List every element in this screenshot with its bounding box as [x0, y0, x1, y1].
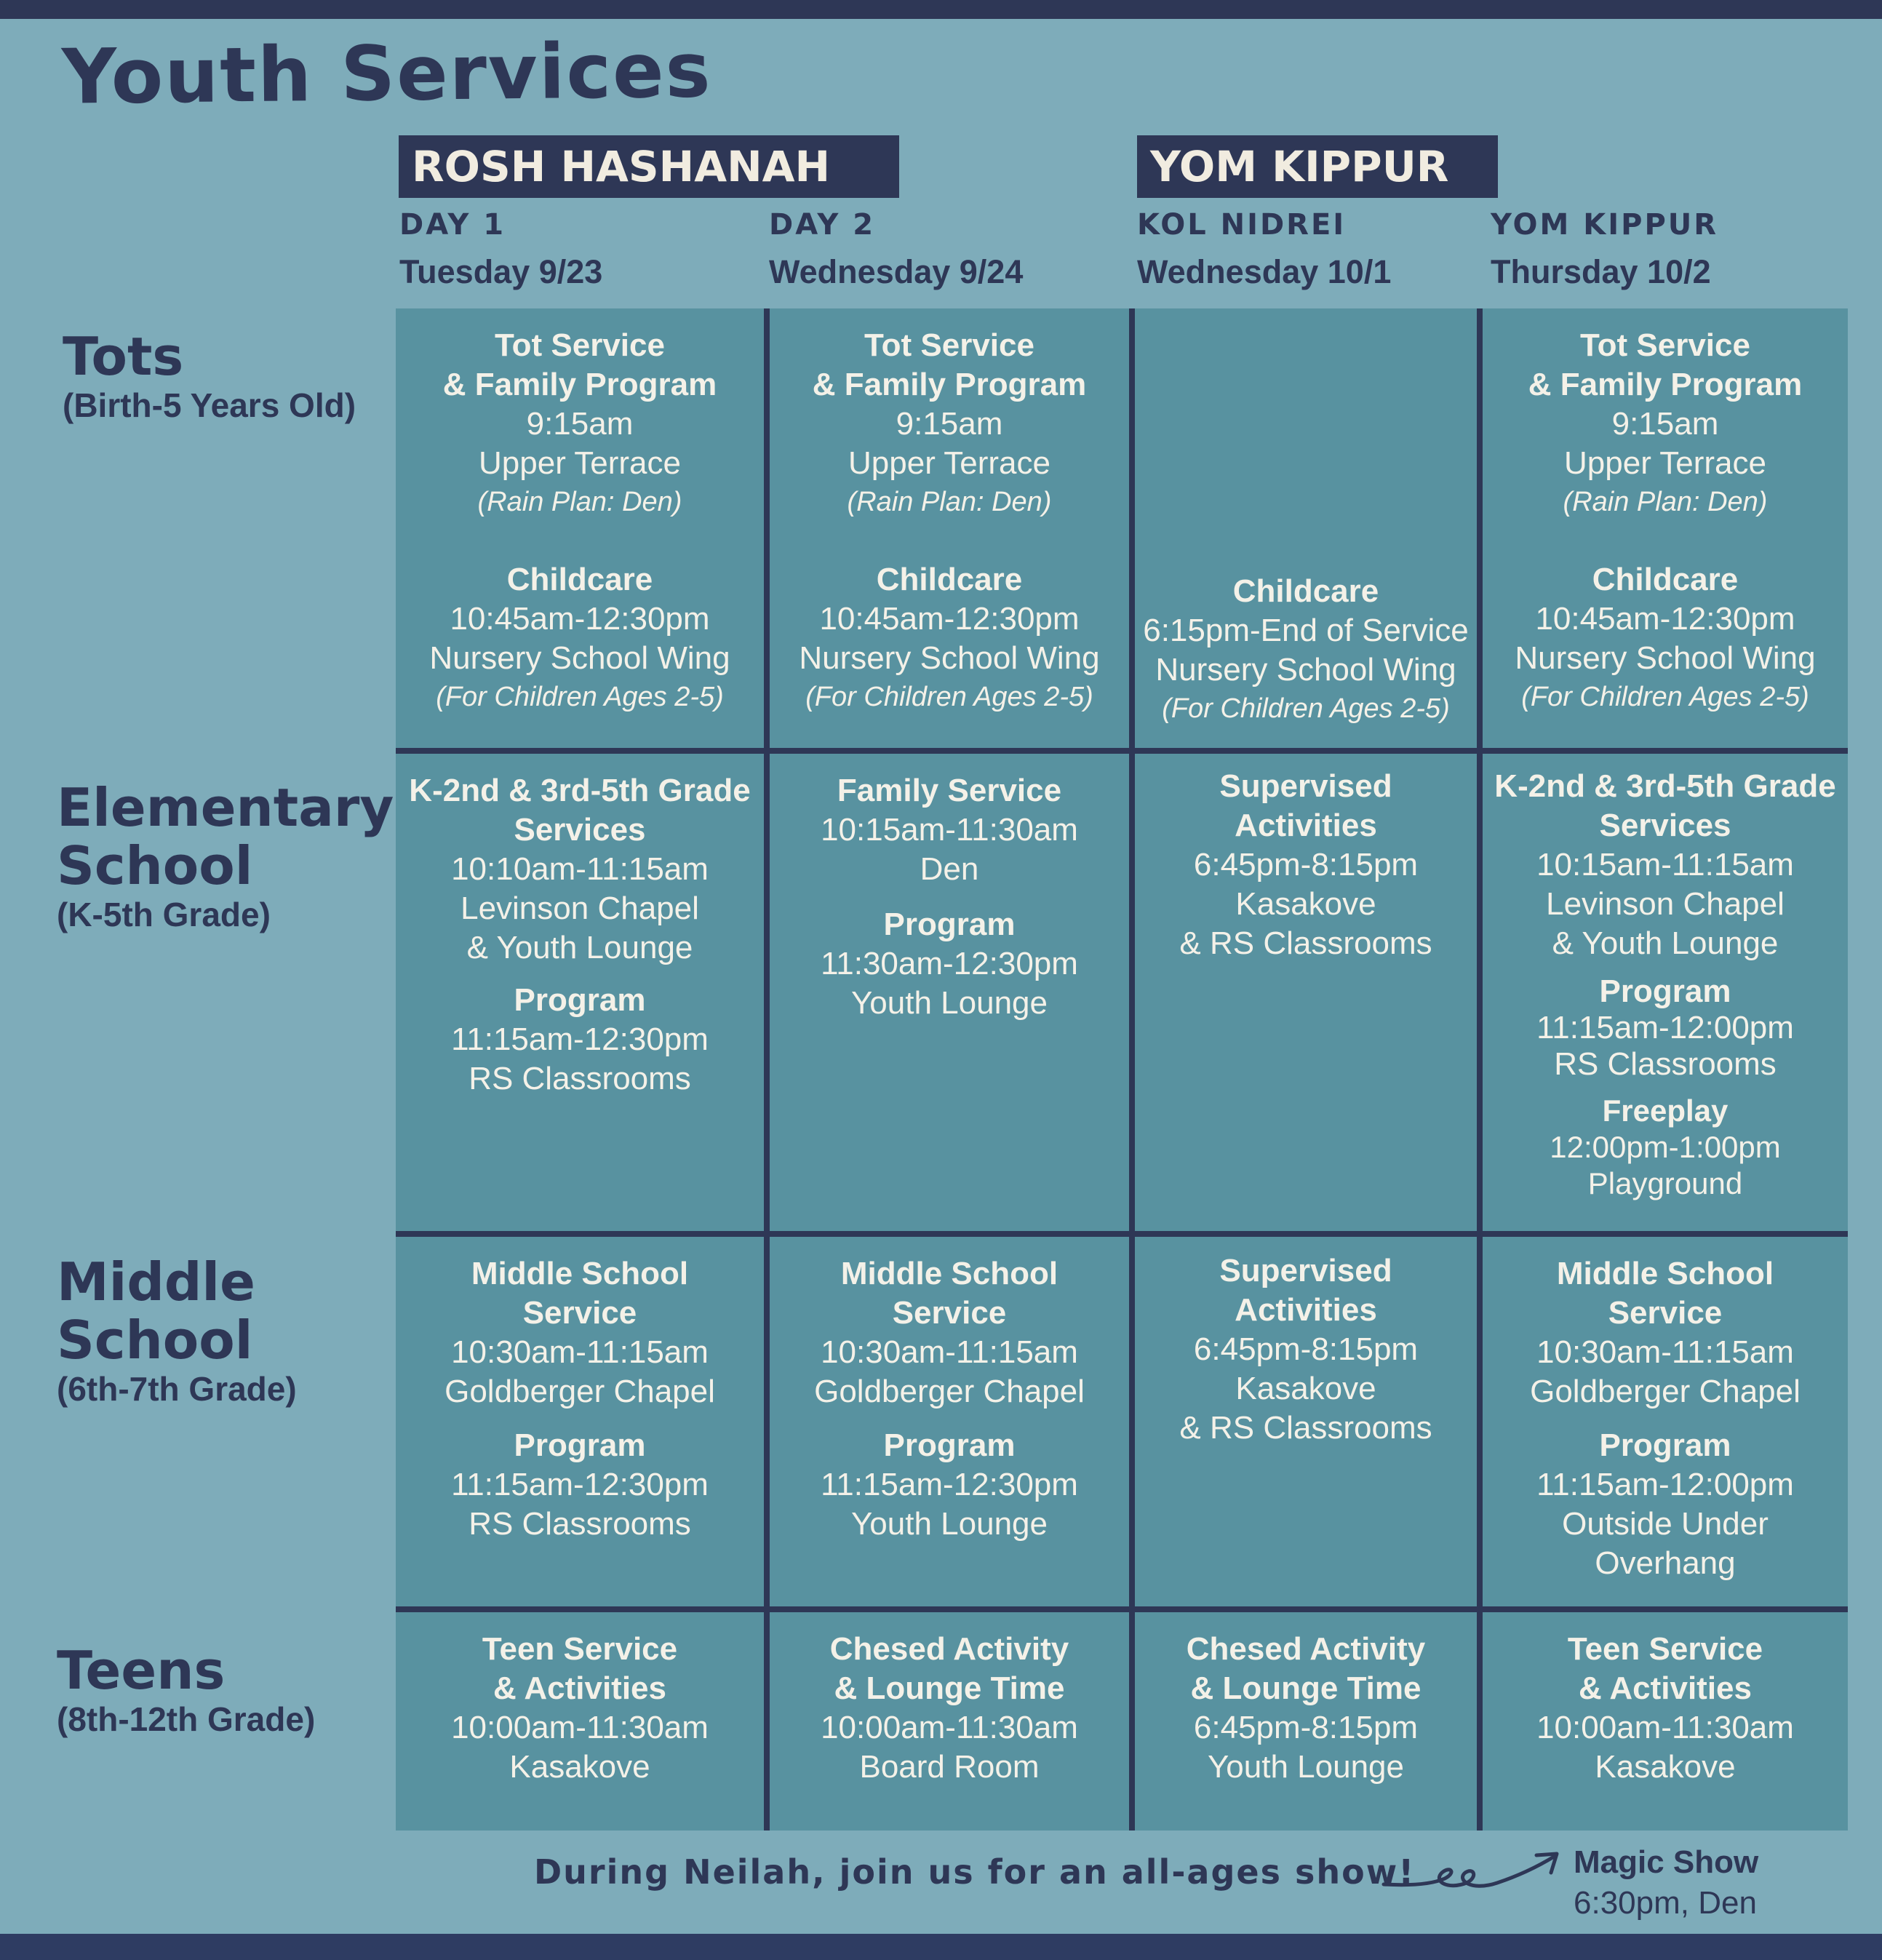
event-note: (Rain Plan: Den): [847, 487, 1052, 517]
event-time: 10:30am-11:15am: [821, 1334, 1078, 1370]
event-location: Nursery School Wing: [1155, 652, 1456, 688]
holiday-header-yom-kippur: YOM KIPPUR: [1137, 135, 1498, 198]
event-note: (For Children Ages 2-5): [436, 682, 724, 712]
program-title: Program: [514, 1427, 646, 1463]
magic-show-detail: 6:30pm, Den: [1574, 1885, 1757, 1921]
event-location: Kasakove: [509, 1749, 650, 1785]
row-name-line2: School: [57, 1310, 253, 1371]
program-time: 11:15am-12:30pm: [821, 1467, 1078, 1502]
row-label-elementary: [57, 778, 394, 934]
event-time: 6:45pm-8:15pm: [1193, 1331, 1419, 1367]
event-location-line2: & RS Classrooms: [1179, 925, 1432, 961]
neilah-note: During Neilah, join us for an all-ages show!: [534, 1852, 1416, 1892]
row-label-middle: [57, 1253, 297, 1409]
row-age-range: (8th-12th Grade): [57, 1700, 316, 1738]
column-header-day1: [399, 208, 749, 291]
page-title: Youth Services: [61, 25, 713, 121]
cell-middle-yom-kippur: [1483, 1237, 1848, 1606]
row-name: Tots: [63, 326, 184, 387]
event-title-line2: & Family Program: [442, 367, 717, 402]
event-location: Den: [920, 851, 979, 887]
holiday-header-rosh-hashanah: ROSH HASHANAH: [399, 135, 899, 198]
column-day-label: DAY 1: [399, 208, 506, 242]
cell-teens-kol-nidrei: [1135, 1612, 1477, 1830]
column-header-day2: [769, 208, 1118, 291]
event-title: Family Service: [837, 773, 1062, 808]
event-location: Goldberger Chapel: [1530, 1374, 1801, 1409]
event-title: Childcare: [876, 562, 1023, 597]
row-age-range: (Birth-5 Years Old): [63, 386, 356, 424]
cell-elementary-yom-kippur: [1483, 754, 1848, 1231]
program-time: 11:15am-12:30pm: [451, 1021, 709, 1057]
event-title: Supervised: [1219, 768, 1392, 804]
magic-show-callout: [1574, 1842, 1758, 1924]
event-time: 10:30am-11:15am: [1536, 1334, 1794, 1370]
freeplay-location: Playground: [1587, 1166, 1743, 1200]
event-location-line2: & Youth Lounge: [1552, 925, 1779, 961]
cell-elementary-day1: [396, 754, 764, 1231]
cell-middle-kol-nidrei: [1135, 1237, 1477, 1606]
event-note: (For Children Ages 2-5): [1162, 693, 1450, 724]
event-time: 10:15am-11:30am: [821, 812, 1078, 848]
cell-middle-day1: [396, 1237, 764, 1606]
schedule-grid: [396, 308, 1848, 1830]
program-location: RS Classrooms: [468, 1061, 691, 1096]
row-age-range: (K-5th Grade): [57, 896, 271, 933]
program-location: Youth Lounge: [851, 1506, 1048, 1542]
squiggle-arrow-icon: [1381, 1848, 1564, 1902]
event-title: Chesed Activity: [1186, 1631, 1426, 1667]
event-location: Kasakove: [1235, 1371, 1376, 1406]
cell-elementary-day2: [770, 754, 1129, 1231]
event-location-line2: & Youth Lounge: [466, 930, 693, 965]
event-time: 10:45am-12:30pm: [1535, 601, 1795, 637]
cell-elementary-kol-nidrei: [1135, 754, 1477, 1231]
row-name: Teens: [57, 1640, 226, 1701]
event-title: Chesed Activity: [829, 1631, 1069, 1667]
event-time: 10:00am-11:30am: [1536, 1710, 1794, 1745]
event-title: Tot Service: [864, 327, 1034, 363]
event-time: 10:30am-11:15am: [451, 1334, 709, 1370]
event-title-line2: Services: [1599, 808, 1731, 843]
column-date: Wednesday 10/1: [1137, 253, 1392, 290]
event-title-line2: Service: [522, 1295, 637, 1331]
cell-teens-day2: [770, 1612, 1129, 1830]
event-time: 10:00am-11:30am: [451, 1710, 709, 1745]
event-title-line2: & Lounge Time: [834, 1670, 1065, 1706]
row-label-tots: [63, 327, 356, 425]
program-time: 11:15am-12:00pm: [1536, 1467, 1794, 1502]
bottom-border: [0, 1934, 1882, 1960]
event-time: 6:15pm-End of Service: [1143, 613, 1469, 648]
row-name: Elementary: [57, 777, 394, 838]
cell-tots-yom-kippur: [1483, 308, 1848, 748]
program-title: Program: [883, 1427, 1016, 1463]
program-location: RS Classrooms: [468, 1506, 691, 1542]
event-title-line2: Service: [892, 1295, 1007, 1331]
event-title: Childcare: [1232, 573, 1379, 609]
event-location: Board Room: [859, 1749, 1040, 1785]
event-time: 10:00am-11:30am: [821, 1710, 1078, 1745]
event-title-line2: & Activities: [493, 1670, 666, 1706]
event-title-line2: & Lounge Time: [1190, 1670, 1422, 1706]
event-location: Upper Terrace: [1564, 445, 1766, 481]
event-location: Levinson Chapel: [1546, 886, 1785, 922]
event-title: Teen Service: [482, 1631, 678, 1667]
event-time: 10:10am-11:15am: [451, 851, 709, 887]
event-location-line2: & RS Classrooms: [1179, 1410, 1432, 1446]
event-location: Nursery School Wing: [429, 640, 730, 676]
event-time: 9:15am: [1611, 406, 1719, 442]
event-location: Upper Terrace: [848, 445, 1050, 481]
column-header-kol-nidrei: [1137, 208, 1486, 291]
program-time: 11:15am-12:30pm: [451, 1467, 709, 1502]
event-time: 6:45pm-8:15pm: [1193, 847, 1419, 883]
program-time: 11:30am-12:30pm: [821, 946, 1078, 981]
event-location: Goldberger Chapel: [444, 1374, 715, 1409]
program-location: Outside Under: [1562, 1506, 1769, 1542]
program-title: Program: [883, 907, 1016, 942]
event-note: (Rain Plan: Den): [477, 487, 682, 517]
column-day-label: KOL NIDREI: [1137, 208, 1347, 242]
event-location: Levinson Chapel: [460, 891, 699, 926]
cell-tots-day2: [770, 308, 1129, 748]
event-title: K-2nd & 3rd-5th Grade: [409, 773, 751, 808]
event-note: (For Children Ages 2-5): [1521, 682, 1809, 712]
top-border: [0, 0, 1882, 19]
event-title-line2: & Family Program: [812, 367, 1087, 402]
freeplay-title: Freeplay: [1602, 1093, 1729, 1128]
program-location-line2: Overhang: [1595, 1545, 1736, 1581]
event-time: 6:45pm-8:15pm: [1193, 1710, 1419, 1745]
program-time: 11:15am-12:00pm: [1536, 1010, 1794, 1045]
column-header-yom-kippur: [1491, 208, 1840, 291]
event-time: 9:15am: [526, 406, 634, 442]
program-title: Program: [1599, 973, 1731, 1009]
event-title: Tot Service: [1580, 327, 1750, 363]
event-title: Childcare: [506, 562, 653, 597]
cell-teens-day1: [396, 1612, 764, 1830]
event-time: 10:45am-12:30pm: [450, 601, 710, 637]
cell-tots-day1: [396, 308, 764, 748]
row-name: Middle: [57, 1251, 255, 1312]
event-title: Childcare: [1592, 562, 1739, 597]
event-time: 10:15am-11:15am: [1536, 847, 1794, 883]
event-title-line2: Services: [514, 812, 646, 848]
event-title-line2: & Activities: [1578, 1670, 1752, 1706]
event-title: Middle School: [471, 1256, 689, 1291]
event-location: Nursery School Wing: [799, 640, 1100, 676]
event-title: Middle School: [1556, 1256, 1774, 1291]
event-note: (For Children Ages 2-5): [805, 682, 1093, 712]
cell-teens-yom-kippur: [1483, 1612, 1848, 1830]
cell-tots-kol-nidrei: [1135, 308, 1477, 748]
program-title: Program: [514, 982, 646, 1018]
event-title: Tot Service: [495, 327, 665, 363]
column-day-label: DAY 2: [769, 208, 876, 242]
column-date: Tuesday 9/23: [399, 253, 603, 290]
row-name-line2: School: [57, 835, 253, 896]
column-day-label: YOM KIPPUR: [1491, 208, 1719, 242]
event-title: K-2nd & 3rd-5th Grade: [1494, 768, 1836, 804]
event-location: Kasakove: [1595, 1749, 1736, 1785]
event-time: 9:15am: [896, 406, 1003, 442]
cell-middle-day2: [770, 1237, 1129, 1606]
event-title-line2: Service: [1608, 1295, 1723, 1331]
event-location: Kasakove: [1235, 886, 1376, 922]
event-title: Middle School: [840, 1256, 1058, 1291]
freeplay-time: 12:00pm-1:00pm: [1550, 1130, 1781, 1164]
magic-show-title: Magic Show: [1574, 1844, 1759, 1880]
row-age-range: (6th-7th Grade): [57, 1370, 297, 1408]
event-title: Teen Service: [1567, 1631, 1763, 1667]
column-date: Wednesday 9/24: [769, 253, 1024, 290]
event-location: Goldberger Chapel: [814, 1374, 1085, 1409]
event-note: (Rain Plan: Den): [1563, 487, 1768, 517]
event-title: Supervised: [1219, 1253, 1392, 1288]
event-location: Upper Terrace: [479, 445, 681, 481]
program-location: RS Classrooms: [1554, 1046, 1777, 1082]
event-title-line2: Activities: [1235, 808, 1377, 843]
event-title-line2: Activities: [1235, 1292, 1377, 1328]
event-location: Nursery School Wing: [1515, 640, 1816, 676]
event-time: 10:45am-12:30pm: [819, 601, 1080, 637]
program-location: Youth Lounge: [851, 985, 1048, 1021]
program-title: Program: [1599, 1427, 1731, 1463]
event-location: Youth Lounge: [1208, 1749, 1404, 1785]
row-label-teens: [57, 1641, 315, 1739]
column-date: Thursday 10/2: [1491, 253, 1711, 290]
event-title-line2: & Family Program: [1528, 367, 1803, 402]
